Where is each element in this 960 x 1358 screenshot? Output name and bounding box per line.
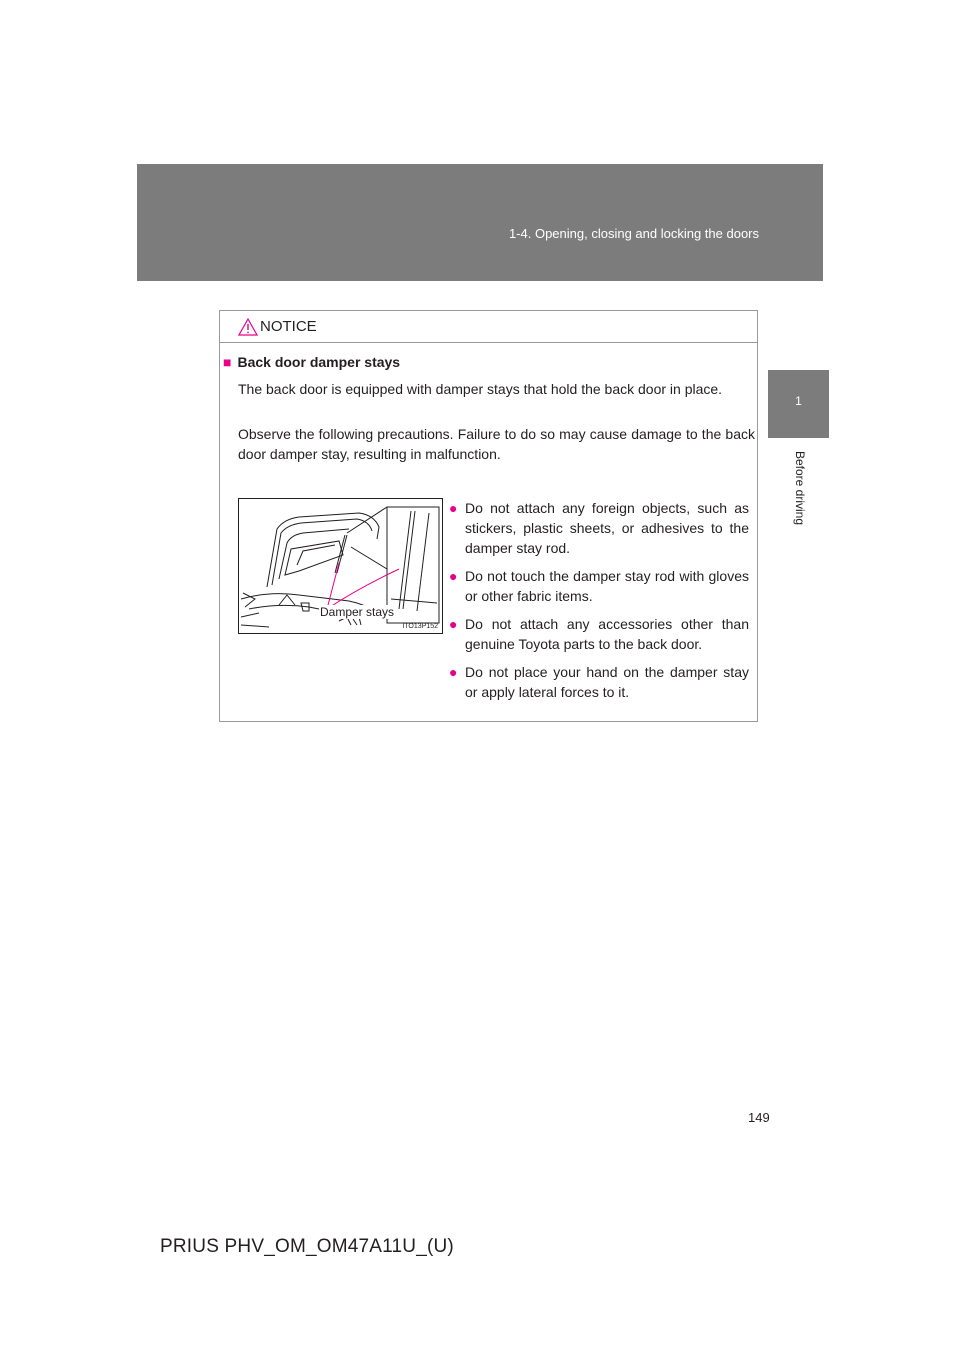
figure-code: ITO13P152 bbox=[402, 623, 438, 630]
bullet-dot: ● bbox=[449, 500, 458, 516]
notice-box bbox=[219, 310, 758, 722]
bullet-dot: ● bbox=[449, 568, 458, 584]
list-item-text: Do not attach any foreign objects, such as stickers, plastic sheets, or adhesives to the damper stay rod. bbox=[465, 500, 749, 556]
notice-title: NOTICE bbox=[260, 318, 317, 335]
heading-text: Back door damper stays bbox=[237, 354, 401, 370]
section-heading bbox=[223, 354, 400, 370]
notice-header bbox=[220, 311, 757, 343]
list-item-text: Do not attach any accessories other than genuine Toyota parts to the back door. bbox=[465, 616, 749, 652]
chapter-label: Before driving bbox=[793, 450, 807, 526]
list-item-text: Do not place your hand on the damper stay or apply lateral forces to it. bbox=[465, 664, 749, 700]
list-item bbox=[449, 662, 749, 702]
chapter-number: 1 bbox=[795, 394, 802, 408]
intro-paragraph: The back door is equipped with damper stays that hold the back door in place. bbox=[238, 381, 723, 397]
list-item-text: Do not touch the damper stay rod with gloves or other fabric items. bbox=[465, 568, 749, 604]
header-band bbox=[137, 164, 823, 281]
damper-stays-illustration bbox=[238, 498, 443, 634]
model-code: PRIUS PHV_OM_OM47A11U_(U) bbox=[160, 1236, 454, 1257]
chapter-tab bbox=[768, 370, 829, 438]
heading-bullet: ■ bbox=[223, 354, 232, 370]
page-number: 149 bbox=[748, 1110, 770, 1125]
bullet-dot: ● bbox=[449, 616, 458, 632]
list-item bbox=[449, 498, 749, 558]
section-title: 1-4. Opening, closing and locking the doors bbox=[508, 226, 759, 241]
figure-caption: Damper stays bbox=[320, 605, 395, 619]
list-item bbox=[449, 566, 749, 606]
warning-triangle-icon bbox=[238, 318, 258, 336]
bullet-dot: ● bbox=[449, 664, 458, 680]
precaution-paragraph: Observe the following precautions. Failure to do so may cause damage to the back door damper stay, resulting in malfunction. bbox=[238, 426, 755, 462]
precaution-list bbox=[449, 498, 749, 710]
list-item bbox=[449, 614, 749, 654]
